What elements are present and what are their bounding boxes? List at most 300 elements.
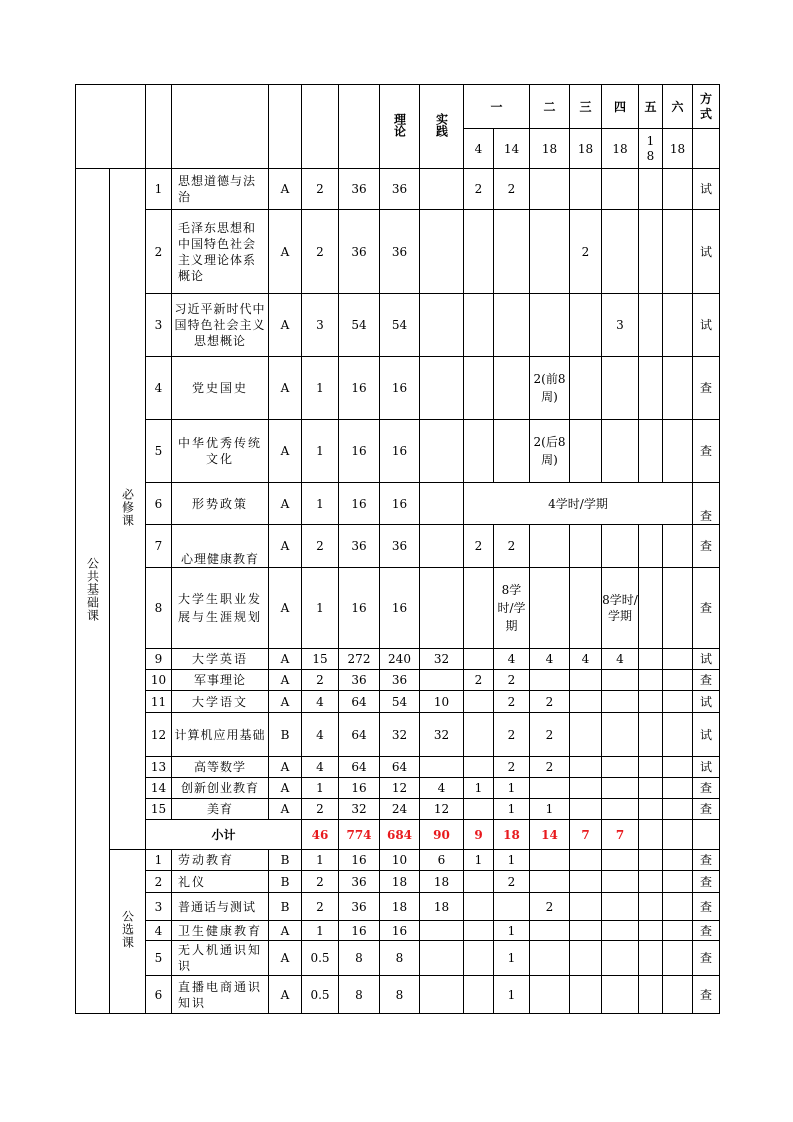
credits: 1 bbox=[302, 568, 339, 649]
subtotal-sem3: 7 bbox=[570, 820, 602, 850]
sem3 bbox=[570, 976, 602, 1014]
table-row bbox=[76, 941, 720, 976]
table-row bbox=[76, 670, 720, 691]
table-row bbox=[76, 169, 720, 210]
sem1b: 1 bbox=[494, 778, 530, 799]
hours: 36 bbox=[339, 169, 380, 210]
sem5 bbox=[639, 169, 663, 210]
subtotal-row bbox=[76, 820, 720, 850]
sem1a bbox=[464, 893, 494, 921]
practice-hours: 18 bbox=[420, 871, 464, 893]
sem5 bbox=[639, 649, 663, 670]
table-row bbox=[76, 568, 720, 649]
course-type: A bbox=[269, 357, 302, 420]
sem1a: 2 bbox=[464, 670, 494, 691]
sem5 bbox=[639, 294, 663, 357]
sem2: 2(后8周) bbox=[530, 420, 570, 483]
course-type: A bbox=[269, 210, 302, 294]
sem3 bbox=[570, 941, 602, 976]
sem1a bbox=[464, 691, 494, 713]
sem4 bbox=[602, 357, 639, 420]
theory-hours: 18 bbox=[380, 871, 420, 893]
sem2 bbox=[530, 169, 570, 210]
header-weeks: 18 bbox=[570, 129, 602, 169]
hours: 16 bbox=[339, 483, 380, 525]
sem4 bbox=[602, 210, 639, 294]
course-name: 创新创业教育 bbox=[172, 778, 269, 799]
course-name: 劳动教育 bbox=[172, 850, 269, 871]
credits: 2 bbox=[302, 525, 339, 568]
hours: 8 bbox=[339, 976, 380, 1014]
practice-hours: 6 bbox=[420, 850, 464, 871]
sem3 bbox=[570, 691, 602, 713]
sem6 bbox=[663, 893, 693, 921]
hours: 54 bbox=[339, 294, 380, 357]
course-type: B bbox=[269, 871, 302, 893]
sem6 bbox=[663, 420, 693, 483]
header-blank bbox=[693, 129, 720, 169]
practice-hours bbox=[420, 921, 464, 941]
required-group-cell: 必修课 bbox=[110, 169, 146, 850]
elective-group-cell: 公选课 bbox=[110, 850, 146, 1014]
sem1a bbox=[464, 568, 494, 649]
credits: 0.5 bbox=[302, 976, 339, 1014]
theory-hours: 54 bbox=[380, 691, 420, 713]
sem4 bbox=[602, 778, 639, 799]
sem5 bbox=[639, 420, 663, 483]
course-type: A bbox=[269, 976, 302, 1014]
curriculum-table bbox=[75, 84, 720, 1014]
sem4 bbox=[602, 799, 639, 820]
sem3 bbox=[570, 713, 602, 757]
credits: 2 bbox=[302, 169, 339, 210]
subtotal-practice: 90 bbox=[420, 820, 464, 850]
sem3 bbox=[570, 670, 602, 691]
credits: 1 bbox=[302, 921, 339, 941]
sem1b: 2 bbox=[494, 871, 530, 893]
course-name: 毛泽东思想和中国特色社会主义理论体系概论 bbox=[172, 210, 269, 294]
sem6 bbox=[663, 294, 693, 357]
sem3 bbox=[570, 420, 602, 483]
header-theory: 理论 bbox=[380, 85, 420, 169]
table-row bbox=[76, 649, 720, 670]
sem1b: 2 bbox=[494, 713, 530, 757]
course-type: A bbox=[269, 778, 302, 799]
sem1b bbox=[494, 294, 530, 357]
sem1a bbox=[464, 210, 494, 294]
practice-hours bbox=[420, 483, 464, 525]
credits: 2 bbox=[302, 871, 339, 893]
sem2: 2 bbox=[530, 757, 570, 778]
course-type: A bbox=[269, 568, 302, 649]
header-semester-5: 五 bbox=[639, 85, 663, 129]
row-number: 1 bbox=[146, 169, 172, 210]
credits: 4 bbox=[302, 713, 339, 757]
sem5 bbox=[639, 757, 663, 778]
sem4 bbox=[602, 976, 639, 1014]
course-type: A bbox=[269, 649, 302, 670]
assessment: 试 bbox=[693, 757, 720, 778]
table-row bbox=[76, 210, 720, 294]
course-name: 普通话与测试 bbox=[172, 893, 269, 921]
sem3 bbox=[570, 871, 602, 893]
credits: 0.5 bbox=[302, 941, 339, 976]
sem5 bbox=[639, 525, 663, 568]
sem2 bbox=[530, 778, 570, 799]
sem1a: 2 bbox=[464, 169, 494, 210]
course-type: A bbox=[269, 941, 302, 976]
row-number: 6 bbox=[146, 976, 172, 1014]
table-row bbox=[76, 871, 720, 893]
sem4 bbox=[602, 691, 639, 713]
credits: 1 bbox=[302, 357, 339, 420]
sem6 bbox=[663, 757, 693, 778]
header-blank bbox=[339, 85, 380, 169]
row-number: 5 bbox=[146, 941, 172, 976]
sem1b: 1 bbox=[494, 976, 530, 1014]
credits: 4 bbox=[302, 757, 339, 778]
sem5 bbox=[639, 799, 663, 820]
sem5 bbox=[639, 941, 663, 976]
header-blank bbox=[269, 85, 302, 169]
sem1a bbox=[464, 713, 494, 757]
hours: 36 bbox=[339, 670, 380, 691]
subtotal-sem5 bbox=[639, 820, 663, 850]
theory-hours: 8 bbox=[380, 976, 420, 1014]
sem1b: 2 bbox=[494, 691, 530, 713]
row-number: 11 bbox=[146, 691, 172, 713]
sem1b: 1 bbox=[494, 799, 530, 820]
sem1a bbox=[464, 976, 494, 1014]
sem6 bbox=[663, 850, 693, 871]
hours: 16 bbox=[339, 568, 380, 649]
subtotal-credits: 46 bbox=[302, 820, 339, 850]
header-blank bbox=[172, 85, 269, 169]
hours: 16 bbox=[339, 420, 380, 483]
practice-hours bbox=[420, 525, 464, 568]
assessment: 查 bbox=[693, 778, 720, 799]
hours: 64 bbox=[339, 757, 380, 778]
sem4: 4 bbox=[602, 649, 639, 670]
sem3 bbox=[570, 294, 602, 357]
sem1b bbox=[494, 210, 530, 294]
theory-hours: 32 bbox=[380, 713, 420, 757]
row-number: 2 bbox=[146, 871, 172, 893]
row-number: 3 bbox=[146, 294, 172, 357]
hours: 36 bbox=[339, 871, 380, 893]
course-type: A bbox=[269, 670, 302, 691]
header-weeks: 18 bbox=[530, 129, 570, 169]
theory-hours: 64 bbox=[380, 757, 420, 778]
table-row bbox=[76, 921, 720, 941]
row-number: 9 bbox=[146, 649, 172, 670]
row-number: 13 bbox=[146, 757, 172, 778]
table-row bbox=[76, 525, 720, 568]
subtotal-hours: 774 bbox=[339, 820, 380, 850]
sem2 bbox=[530, 976, 570, 1014]
theory-hours: 36 bbox=[380, 525, 420, 568]
assessment: 查 bbox=[693, 525, 720, 568]
assessment: 试 bbox=[693, 713, 720, 757]
course-type: A bbox=[269, 691, 302, 713]
table-row bbox=[76, 778, 720, 799]
assessment: 试 bbox=[693, 649, 720, 670]
course-type: A bbox=[269, 921, 302, 941]
assessment: 查 bbox=[693, 568, 720, 649]
sem4 bbox=[602, 893, 639, 921]
course-type: A bbox=[269, 757, 302, 778]
sem2 bbox=[530, 210, 570, 294]
row-number: 14 bbox=[146, 778, 172, 799]
course-name: 中华优秀传统文化 bbox=[172, 420, 269, 483]
credits: 1 bbox=[302, 778, 339, 799]
sem5 bbox=[639, 850, 663, 871]
hours: 16 bbox=[339, 778, 380, 799]
sem2 bbox=[530, 871, 570, 893]
row-number: 5 bbox=[146, 420, 172, 483]
table-row bbox=[76, 294, 720, 357]
course-type: B bbox=[269, 893, 302, 921]
sem6 bbox=[663, 778, 693, 799]
theory-hours: 36 bbox=[380, 210, 420, 294]
per-semester-note: 4学时/学期 bbox=[464, 483, 693, 525]
table-row bbox=[76, 483, 720, 525]
assessment: 试 bbox=[693, 691, 720, 713]
sem1b: 2 bbox=[494, 757, 530, 778]
sem4 bbox=[602, 850, 639, 871]
sem1a bbox=[464, 294, 494, 357]
sem2 bbox=[530, 294, 570, 357]
assessment: 查 bbox=[693, 976, 720, 1014]
table-row bbox=[76, 713, 720, 757]
theory-hours: 8 bbox=[380, 941, 420, 976]
sem1b bbox=[494, 893, 530, 921]
sem1b: 8学时/学期 bbox=[494, 568, 530, 649]
row-number: 6 bbox=[146, 483, 172, 525]
theory-hours: 18 bbox=[380, 893, 420, 921]
sem5 bbox=[639, 568, 663, 649]
theory-hours: 16 bbox=[380, 420, 420, 483]
sem5 bbox=[639, 670, 663, 691]
course-name: 心理健康教育 bbox=[172, 525, 269, 568]
sem6 bbox=[663, 525, 693, 568]
sem4 bbox=[602, 713, 639, 757]
assessment: 查 bbox=[693, 670, 720, 691]
theory-hours: 54 bbox=[380, 294, 420, 357]
sem3 bbox=[570, 778, 602, 799]
practice-hours bbox=[420, 357, 464, 420]
assessment: 查 bbox=[693, 893, 720, 921]
course-name: 习近平新时代中国特色社会主义思想概论 bbox=[172, 294, 269, 357]
practice-hours bbox=[420, 670, 464, 691]
hours: 272 bbox=[339, 649, 380, 670]
hours: 64 bbox=[339, 713, 380, 757]
header-practice: 实践 bbox=[420, 85, 464, 169]
sem1b: 1 bbox=[494, 850, 530, 871]
subtotal-label: 小计 bbox=[146, 820, 302, 850]
theory-hours: 36 bbox=[380, 670, 420, 691]
subtotal-sem4: 7 bbox=[602, 820, 639, 850]
sem3 bbox=[570, 357, 602, 420]
sem5 bbox=[639, 871, 663, 893]
practice-hours: 12 bbox=[420, 799, 464, 820]
sem1b: 1 bbox=[494, 921, 530, 941]
sem2 bbox=[530, 921, 570, 941]
course-type: A bbox=[269, 483, 302, 525]
assessment: 试 bbox=[693, 210, 720, 294]
sem4 bbox=[602, 921, 639, 941]
theory-hours: 16 bbox=[380, 921, 420, 941]
sem6 bbox=[663, 871, 693, 893]
sem1a: 2 bbox=[464, 525, 494, 568]
practice-hours: 32 bbox=[420, 649, 464, 670]
sem6 bbox=[663, 210, 693, 294]
table-row bbox=[76, 357, 720, 420]
sem1b bbox=[494, 420, 530, 483]
course-name: 无人机通识知识 bbox=[172, 941, 269, 976]
assessment: 查 bbox=[693, 871, 720, 893]
table-row bbox=[76, 799, 720, 820]
subtotal-sem2: 14 bbox=[530, 820, 570, 850]
header-semester-3: 三 bbox=[570, 85, 602, 129]
sem2: 2 bbox=[530, 691, 570, 713]
row-number: 8 bbox=[146, 568, 172, 649]
header-blank bbox=[146, 85, 172, 169]
sem3 bbox=[570, 799, 602, 820]
hours: 36 bbox=[339, 210, 380, 294]
subtotal-method bbox=[693, 820, 720, 850]
sem2 bbox=[530, 850, 570, 871]
sem4 bbox=[602, 525, 639, 568]
assessment: 查 bbox=[693, 799, 720, 820]
sem1a: 1 bbox=[464, 850, 494, 871]
sem1b: 4 bbox=[494, 649, 530, 670]
sem4 bbox=[602, 871, 639, 893]
row-number: 7 bbox=[146, 525, 172, 568]
sem2 bbox=[530, 525, 570, 568]
sem4 bbox=[602, 757, 639, 778]
category-cell: 公共基础课 bbox=[76, 169, 110, 1014]
table-row bbox=[76, 691, 720, 713]
sem2: 4 bbox=[530, 649, 570, 670]
table-row bbox=[76, 893, 720, 921]
sem6 bbox=[663, 799, 693, 820]
sem2 bbox=[530, 941, 570, 976]
assessment: 查 bbox=[693, 941, 720, 976]
course-type: A bbox=[269, 294, 302, 357]
course-type: A bbox=[269, 420, 302, 483]
header-weeks: 18 bbox=[639, 129, 663, 169]
table-row bbox=[76, 976, 720, 1014]
sem1a bbox=[464, 649, 494, 670]
sem5 bbox=[639, 357, 663, 420]
credits: 2 bbox=[302, 799, 339, 820]
sem4 bbox=[602, 941, 639, 976]
practice-hours bbox=[420, 941, 464, 976]
sem3 bbox=[570, 169, 602, 210]
assessment: 查 bbox=[693, 850, 720, 871]
course-type: A bbox=[269, 799, 302, 820]
practice-hours: 4 bbox=[420, 778, 464, 799]
row-number: 2 bbox=[146, 210, 172, 294]
header-semester-6: 六 bbox=[663, 85, 693, 129]
theory-hours: 240 bbox=[380, 649, 420, 670]
course-name: 直播电商通识知识 bbox=[172, 976, 269, 1014]
sem6 bbox=[663, 169, 693, 210]
sem6 bbox=[663, 649, 693, 670]
assessment: 查 bbox=[693, 420, 720, 483]
sem3: 2 bbox=[570, 210, 602, 294]
course-name: 大学英语 bbox=[172, 649, 269, 670]
sem4 bbox=[602, 670, 639, 691]
sem5 bbox=[639, 210, 663, 294]
sem6 bbox=[663, 357, 693, 420]
sem6 bbox=[663, 976, 693, 1014]
practice-hours bbox=[420, 757, 464, 778]
course-name: 大学生职业发展与生涯规划 bbox=[172, 568, 269, 649]
header-weeks: 18 bbox=[663, 129, 693, 169]
sem1a bbox=[464, 921, 494, 941]
assessment: 查 bbox=[693, 921, 720, 941]
course-name: 礼仪 bbox=[172, 871, 269, 893]
header-row-1 bbox=[76, 85, 720, 129]
sem4: 3 bbox=[602, 294, 639, 357]
row-number: 10 bbox=[146, 670, 172, 691]
credits: 1 bbox=[302, 850, 339, 871]
sem6 bbox=[663, 568, 693, 649]
credits: 1 bbox=[302, 483, 339, 525]
hours: 16 bbox=[339, 921, 380, 941]
assessment: 试 bbox=[693, 294, 720, 357]
sem2 bbox=[530, 568, 570, 649]
assessment: 查 bbox=[693, 483, 720, 525]
table-row bbox=[76, 850, 720, 871]
sem6 bbox=[663, 921, 693, 941]
row-number: 4 bbox=[146, 921, 172, 941]
row-number: 4 bbox=[146, 357, 172, 420]
sem6 bbox=[663, 941, 693, 976]
sem1b: 2 bbox=[494, 169, 530, 210]
hours: 16 bbox=[339, 850, 380, 871]
assessment: 试 bbox=[693, 169, 720, 210]
subtotal-sem6 bbox=[663, 820, 693, 850]
theory-hours: 16 bbox=[380, 483, 420, 525]
course-name: 党史国史 bbox=[172, 357, 269, 420]
sem2: 2 bbox=[530, 713, 570, 757]
sem3 bbox=[570, 893, 602, 921]
course-name: 计算机应用基础 bbox=[172, 713, 269, 757]
course-name: 卫生健康教育 bbox=[172, 921, 269, 941]
sem1b: 1 bbox=[494, 941, 530, 976]
header-semester-1: 一 bbox=[464, 85, 530, 129]
table-row bbox=[76, 420, 720, 483]
sem5 bbox=[639, 893, 663, 921]
sem1a bbox=[464, 799, 494, 820]
practice-hours bbox=[420, 568, 464, 649]
row-number: 3 bbox=[146, 893, 172, 921]
sem1b: 2 bbox=[494, 525, 530, 568]
hours: 8 bbox=[339, 941, 380, 976]
sem3 bbox=[570, 921, 602, 941]
assessment: 查 bbox=[693, 357, 720, 420]
header-weeks: 14 bbox=[494, 129, 530, 169]
sem2: 2 bbox=[530, 893, 570, 921]
course-name: 大学语文 bbox=[172, 691, 269, 713]
course-name: 军事理论 bbox=[172, 670, 269, 691]
theory-hours: 16 bbox=[380, 568, 420, 649]
practice-hours bbox=[420, 294, 464, 357]
sem1b: 2 bbox=[494, 670, 530, 691]
